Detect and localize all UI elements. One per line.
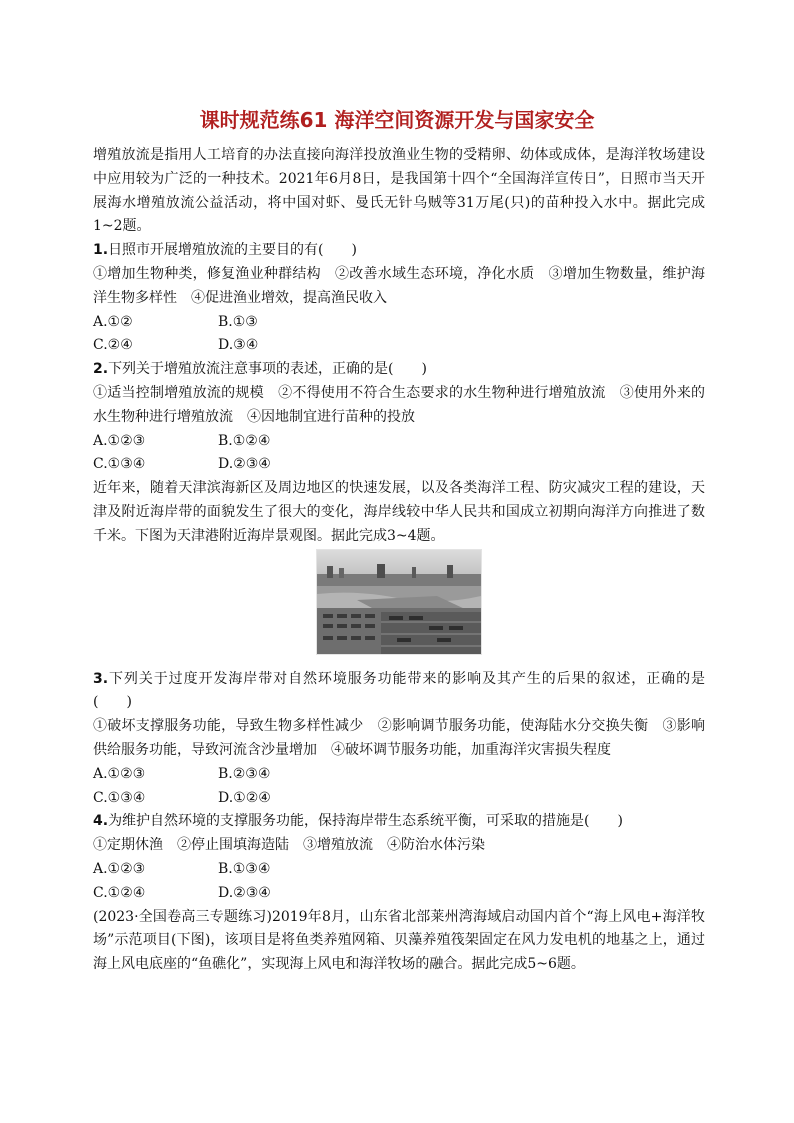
question-3-items: ①破坏支撑服务功能，导致生物多样性减少 ②影响调节服务功能，使海陆水分交换失衡 ③影响供给服务功能，导致河流含沙量增加 ④破坏调节服务功能，加重海洋灾害损失程度 [93,718,705,758]
question-1-options-row-2 [93,334,705,358]
option-d: D.①②④ [218,789,271,806]
question-2-number: 2. [93,361,109,378]
option-a: A.①② [93,313,133,330]
option-b: B.①②④ [218,432,271,449]
option-b: B.①③ [218,313,258,330]
question-3-number: 3. [93,670,109,687]
option-a: A.①②③ [93,765,146,782]
question-4-items: ①定期休渔 ②停止围填海造陆 ③增殖放流 ④防治水体污染 [93,837,485,854]
intro-paragraph-1: 增殖放流是指用人工培育的办法直接向海洋投放渔业生物的受精卵、幼体或成体，是海洋牧场建设中应用较为广泛的一种技术。2021年6月8日，是我国第十四个“全国海洋宣传日”，日照市当天开展海水增殖放流公益活动，将中国对虾、曼氏无针乌贼等31万尾(只)的苗种投入水中。据此完成1~2题。 [93,147,705,235]
question-1-stem [93,239,705,263]
option-b: B.①③④ [218,860,271,877]
option-c: C.②④ [93,337,133,354]
question-1-number: 1. [93,242,109,259]
question-1-text: 日照市开展增殖放流的主要目的有( ) [108,242,357,259]
figure-container [93,549,705,668]
question-2-options-row-2 [93,453,705,477]
question-4-options-row-2 [93,882,705,906]
tianjin-port-coast-photo [316,549,482,655]
option-c: C.①③④ [93,456,146,473]
question-4-stem [93,810,705,834]
intro-paragraph-2: 近年来，随着天津滨海新区及周边地区的快速发展，以及各类海洋工程、防灾减灾工程的建设，天津及附近海岸带的面貌发生了很大的变化，海岸线较中华人民共和国成立初期向海洋方向推进了数千米。下图为天津港附近海岸景观图。据此完成3~4题。 [93,480,705,544]
question-1-options-row-1 [93,311,705,335]
option-a: A.①②③ [93,860,146,877]
option-c: C.①③④ [93,789,146,806]
question-3-options-row-1 [93,763,705,787]
question-4-text: 为维护自然环境的支撑服务功能，保持海岸带生态系统平衡，可采取的措施是( ) [108,813,623,830]
question-3-stem [93,668,705,716]
question-2-stem [93,358,705,382]
option-a: A.①②③ [93,432,146,449]
question-2-text: 下列关于增殖放流注意事项的表述，正确的是( ) [108,361,427,378]
question-2-options-row-1 [93,430,705,454]
option-c: C.①②④ [93,884,146,901]
document-body [93,144,705,977]
question-4-options-row-1 [93,858,705,882]
option-d: D.②③④ [218,456,271,473]
question-3-text: 下列关于过度开发海岸带对自然环境服务功能带来的影响及其产生的后果的叙述，正确的是( ) [93,670,705,711]
question-2-items: ①适当控制增殖放流的规模 ②不得使用不符合生态要求的水生物种进行增殖放流 ③使用外来的水生物种进行增殖放流 ④因地制宜进行苗种的投放 [93,384,705,425]
question-4-number: 4. [93,813,109,830]
option-b: B.②③④ [218,765,271,782]
option-d: D.③④ [218,337,259,354]
page-title: 课时规范练61 海洋空间资源开发与国家安全 [199,108,595,132]
option-d: D.②③④ [218,884,271,901]
question-3-options-row-2 [93,787,705,811]
intro-paragraph-3: (2023·全国卷高三专题练习)2019年8月，山东省北部莱州湾海域启动国内首个“海上风电+海洋牧场”示范项目(下图)，该项目是将鱼类养殖网箱、贝藻养殖筏架固定在风力发电机的地基之上，通过海上风电底座的“鱼礁化”，实现海上风电和海洋牧场的融合。据此完成5~6题。 [93,908,705,973]
question-1-items: ①增加生物种类，修复渔业种群结构 ②改善水域生态环境，净化水质 ③增加生物数量，维护海洋生物多样性 ④促进渔业增效，提高渔民收入 [93,265,705,306]
